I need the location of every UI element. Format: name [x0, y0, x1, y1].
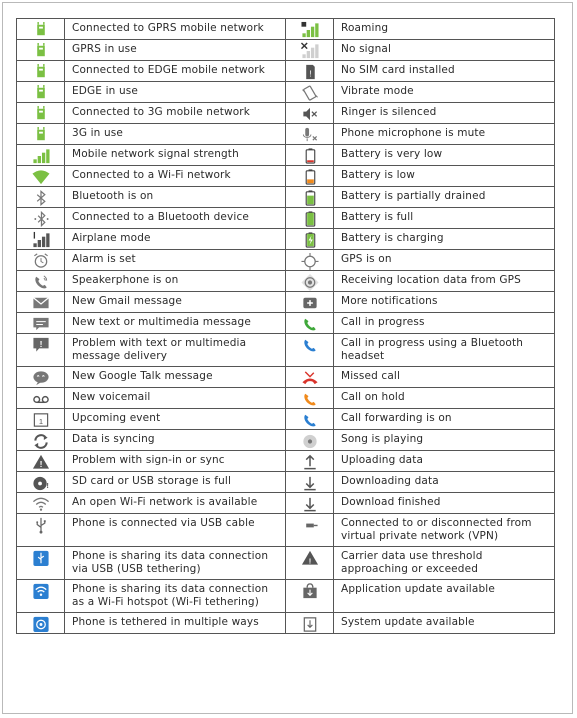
- description-cell: Song is playing: [334, 430, 555, 451]
- icon-cell: [17, 19, 65, 40]
- no-sim-icon: [300, 63, 320, 81]
- description-cell: No SIM card installed: [334, 61, 555, 82]
- 3g-connected-icon: [31, 105, 51, 123]
- description-cell: Battery is full: [334, 208, 555, 229]
- table-row: [17, 313, 555, 334]
- table-row: [17, 367, 555, 388]
- table-row: [17, 334, 555, 367]
- usb-tethering-icon: [31, 549, 51, 567]
- description-cell: Vibrate mode: [334, 82, 555, 103]
- icon-cell: [17, 250, 65, 271]
- gprs-in-use-icon: [31, 42, 51, 60]
- table-row: [17, 493, 555, 514]
- icon-cell: [286, 271, 334, 292]
- description-cell: Speakerphone is on: [65, 271, 286, 292]
- table-row: [17, 580, 555, 613]
- description-cell: System update available: [334, 613, 555, 634]
- description-cell: Carrier data use threshold approaching or exceeded: [334, 547, 555, 580]
- table-row: [17, 514, 555, 547]
- svg-text:!: !: [45, 481, 49, 491]
- more-notifications-icon: [300, 294, 320, 312]
- table-row: [17, 229, 555, 250]
- icon-cell: [286, 61, 334, 82]
- description-cell: Problem with sign-in or sync: [65, 451, 286, 472]
- icon-cell: [286, 409, 334, 430]
- icon-cell: [286, 292, 334, 313]
- table-row: [17, 547, 555, 580]
- gprs-connected-icon: [31, 21, 51, 39]
- description-cell: Download finished: [334, 493, 555, 514]
- icon-cell: [286, 451, 334, 472]
- 3g-in-use-icon: [31, 126, 51, 144]
- icon-cell: [17, 451, 65, 472]
- icon-cell: [286, 388, 334, 409]
- signal-strength-icon: [31, 147, 51, 165]
- description-cell: Battery is very low: [334, 145, 555, 166]
- description-cell: Bluetooth is on: [65, 187, 286, 208]
- description-cell: Call in progress using a Bluetooth headset: [334, 334, 555, 367]
- vpn-icon: [300, 516, 320, 534]
- table-row: [17, 82, 555, 103]
- icon-cell: [286, 166, 334, 187]
- gmail-icon: [31, 294, 51, 312]
- description-cell: Connected to a Wi-Fi network: [65, 166, 286, 187]
- message-problem-icon: [31, 336, 51, 354]
- edge-in-use-icon: [31, 84, 51, 102]
- icon-cell: [286, 208, 334, 229]
- system-update-icon: [300, 615, 320, 633]
- description-cell: EDGE in use: [65, 82, 286, 103]
- description-cell: Upcoming event: [65, 409, 286, 430]
- description-cell: Phone is sharing its data connection as a Wi-Fi hotspot (Wi-Fi tethering): [65, 580, 286, 613]
- airplane-mode-icon: [31, 231, 51, 249]
- icon-cell: [286, 229, 334, 250]
- icon-cell: [286, 613, 334, 634]
- ringer-silenced-icon: [300, 105, 320, 123]
- icon-cell: [17, 103, 65, 124]
- description-cell: New text or multimedia message: [65, 313, 286, 334]
- icon-cell: [286, 580, 334, 613]
- call-in-progress-icon: [300, 315, 320, 333]
- download-finished-icon: [300, 495, 320, 513]
- icon-cell: [17, 82, 65, 103]
- description-cell: Problem with text or multimedia message delivery: [65, 334, 286, 367]
- table-row: [17, 124, 555, 145]
- bluetooth-call-icon: [300, 336, 320, 354]
- icon-cell: [286, 187, 334, 208]
- description-cell: Mobile network signal strength: [65, 145, 286, 166]
- text-message-icon: [31, 315, 51, 333]
- usb-icon: [31, 516, 51, 534]
- microphone-mute-icon: [300, 126, 320, 144]
- icon-cell: [17, 271, 65, 292]
- missed-call-icon: [300, 369, 320, 387]
- description-cell: Downloading data: [334, 472, 555, 493]
- table-row: [17, 430, 555, 451]
- gps-on-icon: [300, 252, 320, 270]
- description-cell: Battery is partially drained: [334, 187, 555, 208]
- icon-cell: [286, 82, 334, 103]
- table-row: [17, 19, 555, 40]
- icon-cell: [17, 292, 65, 313]
- data-threshold-icon: [300, 549, 320, 567]
- icon-cell: [17, 472, 65, 493]
- icon-cell: [17, 430, 65, 451]
- table-row: [17, 472, 555, 493]
- icon-cell: [286, 514, 334, 547]
- icon-cell: [286, 547, 334, 580]
- bluetooth-connected-icon: [31, 210, 51, 228]
- svg-text:!: !: [39, 338, 42, 349]
- vibrate-icon: [300, 84, 320, 102]
- description-cell: Battery is charging: [334, 229, 555, 250]
- table-row: [17, 208, 555, 229]
- svg-text:!: !: [308, 68, 312, 79]
- edge-connected-icon: [31, 63, 51, 81]
- description-cell: Connected to 3G mobile network: [65, 103, 286, 124]
- icon-cell: [17, 313, 65, 334]
- description-cell: Call on hold: [334, 388, 555, 409]
- description-cell: Phone microphone is mute: [334, 124, 555, 145]
- icon-cell: [17, 367, 65, 388]
- icon-cell: [17, 145, 65, 166]
- description-cell: Connected to a Bluetooth device: [65, 208, 286, 229]
- description-cell: Receiving location data from GPS: [334, 271, 555, 292]
- icon-cell: [286, 145, 334, 166]
- icon-cell: [286, 334, 334, 367]
- description-cell: Ringer is silenced: [334, 103, 555, 124]
- icon-cell: [17, 166, 65, 187]
- description-cell: Connected to EDGE mobile network: [65, 61, 286, 82]
- speakerphone-icon: [31, 273, 51, 291]
- description-cell: GPRS in use: [65, 40, 286, 61]
- table-row: [17, 292, 555, 313]
- call-on-hold-icon: [300, 390, 320, 408]
- icon-cell: [17, 409, 65, 430]
- table-row: [17, 61, 555, 82]
- description-cell: New Gmail message: [65, 292, 286, 313]
- icon-cell: [17, 208, 65, 229]
- storage-full-icon: [31, 474, 51, 492]
- description-cell: Battery is low: [334, 166, 555, 187]
- no-signal-icon: [300, 42, 320, 60]
- icon-cell: [286, 493, 334, 514]
- table-row: [17, 271, 555, 292]
- description-cell: Alarm is set: [65, 250, 286, 271]
- description-cell: GPS is on: [334, 250, 555, 271]
- icon-cell: [17, 40, 65, 61]
- description-cell: No signal: [334, 40, 555, 61]
- description-cell: Connected to GPRS mobile network: [65, 19, 286, 40]
- description-cell: New Google Talk message: [65, 367, 286, 388]
- icon-cell: [17, 124, 65, 145]
- battery-partial-icon: [300, 189, 320, 207]
- voicemail-icon: [31, 390, 51, 408]
- song-playing-icon: [300, 432, 320, 450]
- icon-cell: [17, 514, 65, 547]
- wifi-connected-icon: [31, 168, 51, 186]
- description-cell: Uploading data: [334, 451, 555, 472]
- icon-cell: [17, 61, 65, 82]
- table-row: [17, 613, 555, 634]
- description-cell: Call forwarding is on: [334, 409, 555, 430]
- icon-cell: [17, 493, 65, 514]
- calendar-icon: [31, 411, 51, 429]
- upload-icon: [300, 453, 320, 471]
- description-cell: Roaming: [334, 19, 555, 40]
- icon-cell: [286, 103, 334, 124]
- table-row: [17, 451, 555, 472]
- table-row: [17, 166, 555, 187]
- table-row: [17, 409, 555, 430]
- bluetooth-on-icon: [31, 189, 51, 207]
- icon-cell: [17, 580, 65, 613]
- icon-cell: [286, 313, 334, 334]
- battery-full-icon: [300, 210, 320, 228]
- sync-problem-icon: [31, 453, 51, 471]
- description-cell: Phone is tethered in multiple ways: [65, 613, 286, 634]
- icon-cell: [286, 19, 334, 40]
- icon-cell: [17, 613, 65, 634]
- table-row: [17, 145, 555, 166]
- description-cell: Phone is sharing its data connection via USB (USB tethering): [65, 547, 286, 580]
- description-cell: 3G in use: [65, 124, 286, 145]
- description-cell: New voicemail: [65, 388, 286, 409]
- table-row: [17, 40, 555, 61]
- icon-cell: [286, 40, 334, 61]
- description-cell: Application update available: [334, 580, 555, 613]
- icon-cell: [17, 334, 65, 367]
- description-cell: Data is syncing: [65, 430, 286, 451]
- icon-cell: [17, 547, 65, 580]
- call-forwarding-icon: [300, 411, 320, 429]
- sync-icon: [31, 432, 51, 450]
- description-cell: More notifications: [334, 292, 555, 313]
- table-row: [17, 187, 555, 208]
- icon-cell: [286, 124, 334, 145]
- app-update-icon: [300, 582, 320, 600]
- download-icon: [300, 474, 320, 492]
- multiple-tethering-icon: [31, 615, 51, 633]
- battery-very-low-icon: [300, 147, 320, 165]
- icon-cell: [286, 472, 334, 493]
- open-wifi-icon: [31, 495, 51, 513]
- wifi-hotspot-icon: [31, 582, 51, 600]
- icon-cell: [286, 430, 334, 451]
- description-cell: An open Wi-Fi network is available: [65, 493, 286, 514]
- icon-cell: [17, 229, 65, 250]
- icon-cell: [286, 367, 334, 388]
- description-cell: Phone is connected via USB cable: [65, 514, 286, 547]
- description-cell: SD card or USB storage is full: [65, 472, 286, 493]
- icon-cell: [17, 388, 65, 409]
- talk-message-icon: [31, 369, 51, 387]
- table-row: [17, 250, 555, 271]
- gps-receiving-icon: [300, 273, 320, 291]
- battery-low-icon: [300, 168, 320, 186]
- description-cell: Connected to or disconnected from virtual private network (VPN): [334, 514, 555, 547]
- description-cell: Missed call: [334, 367, 555, 388]
- description-cell: Call in progress: [334, 313, 555, 334]
- svg-text:!: !: [39, 459, 42, 470]
- roaming-icon: [300, 21, 320, 39]
- alarm-icon: [31, 252, 51, 270]
- table-row: [17, 103, 555, 124]
- icon-cell: [286, 250, 334, 271]
- description-cell: Airplane mode: [65, 229, 286, 250]
- status-icon-table: [16, 18, 555, 634]
- svg-text:!: !: [308, 556, 311, 566]
- svg-text:1: 1: [38, 416, 43, 426]
- battery-charging-icon: [300, 231, 320, 249]
- icon-cell: [17, 187, 65, 208]
- table-row: [17, 388, 555, 409]
